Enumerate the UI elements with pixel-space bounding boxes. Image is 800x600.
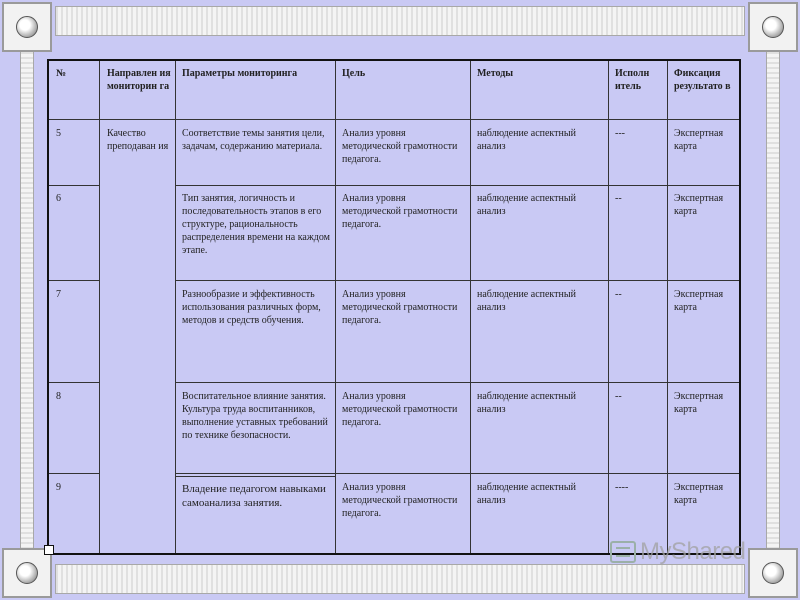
row-parameter: Воспитательное влияние занятия. Культура труда воспитанников, выполнение уставных требований по технике безопасности. <box>182 391 328 441</box>
row-divider <box>175 185 739 186</box>
row-divider <box>49 185 99 186</box>
col-divider <box>175 61 176 553</box>
col-divider <box>99 61 100 553</box>
row-divider <box>175 280 739 281</box>
bottom-frame-bar <box>55 564 745 594</box>
direction-cell: Качество преподаван ия <box>107 128 169 152</box>
row-parameter: Тип занятия, логичность и последовательность этапов в его структуре, рациональность распределения времени на каждом этапе. <box>182 193 330 256</box>
row-methods: наблюдение аспектный анализ <box>477 391 576 415</box>
header-parameters: Параметры мониторинга <box>182 68 298 79</box>
corner-top-left <box>2 2 52 52</box>
knob-icon <box>762 16 784 38</box>
row-executor: --- <box>615 128 625 139</box>
row-divider <box>49 119 739 120</box>
row-divider <box>175 382 739 383</box>
row-executor: -- <box>615 193 622 204</box>
row-num: 5 <box>56 128 61 139</box>
watermark <box>610 538 745 566</box>
row-methods: наблюдение аспектный анализ <box>477 193 576 217</box>
row-fixation: Экспертная карта <box>674 289 724 313</box>
row-parameter: Соответствие темы занятия цели, задачам, содержанию материала. <box>182 128 325 152</box>
row-goal: Анализ уровня методической грамотности педагога. <box>342 128 458 165</box>
top-frame-bar <box>55 6 745 36</box>
knob-icon <box>762 562 784 584</box>
row-divider <box>175 476 335 477</box>
row-num: 7 <box>56 289 61 300</box>
row-fixation: Экспертная карта <box>674 128 724 152</box>
row-divider <box>175 473 739 474</box>
knob-icon <box>16 16 38 38</box>
col-divider <box>667 61 668 553</box>
header-goal: Цель <box>342 68 366 79</box>
header-fixation: Фиксация результато в <box>674 68 731 92</box>
row-goal: Анализ уровня методической грамотности педагога. <box>342 391 458 428</box>
table-corner-mark <box>44 545 54 555</box>
watermark-text: MyShared <box>640 538 746 565</box>
left-frame-bar <box>20 50 34 560</box>
row-executor: -- <box>615 391 622 402</box>
col-divider <box>608 61 609 553</box>
header-methods: Методы <box>477 68 514 79</box>
row-fixation: Экспертная карта <box>674 391 724 415</box>
row-methods: наблюдение аспектный анализ <box>477 289 576 313</box>
header-num: № <box>56 68 67 79</box>
corner-top-right <box>748 2 798 52</box>
col-divider <box>470 61 471 553</box>
header-executor: Исполн итель <box>615 68 650 92</box>
row-methods: наблюдение аспектный анализ <box>477 482 576 506</box>
row-fixation: Экспертная карта <box>674 193 724 217</box>
header-direction: Направлен ия мониторин га <box>107 68 171 92</box>
row-divider <box>49 280 99 281</box>
row-num: 9 <box>56 482 61 493</box>
row-divider <box>49 382 99 383</box>
right-frame-bar <box>766 50 780 560</box>
row-divider <box>49 473 99 474</box>
row-executor: ---- <box>615 482 629 493</box>
row-executor: -- <box>615 289 622 300</box>
row-fixation: Экспертная карта <box>674 482 724 506</box>
presentation-icon <box>610 541 636 563</box>
row-goal: Анализ уровня методической грамотности педагога. <box>342 193 458 230</box>
corner-bottom-right <box>748 548 798 598</box>
corner-bottom-left <box>2 548 52 598</box>
monitoring-table <box>47 59 741 555</box>
row-goal: Анализ уровня методической грамотности педагога. <box>342 289 458 326</box>
row-parameter: Владение педагогом навыками самоанализа занятия. <box>182 483 326 509</box>
row-num: 8 <box>56 391 61 402</box>
row-methods: наблюдение аспектный анализ <box>477 128 576 152</box>
row-parameter: Разнообразие и эффективность использования различных форм, методов и средств обучения. <box>182 289 321 326</box>
row-num: 6 <box>56 193 61 204</box>
col-divider <box>335 61 336 553</box>
knob-icon <box>16 562 38 584</box>
row-goal: Анализ уровня методической грамотности педагога. <box>342 482 458 519</box>
